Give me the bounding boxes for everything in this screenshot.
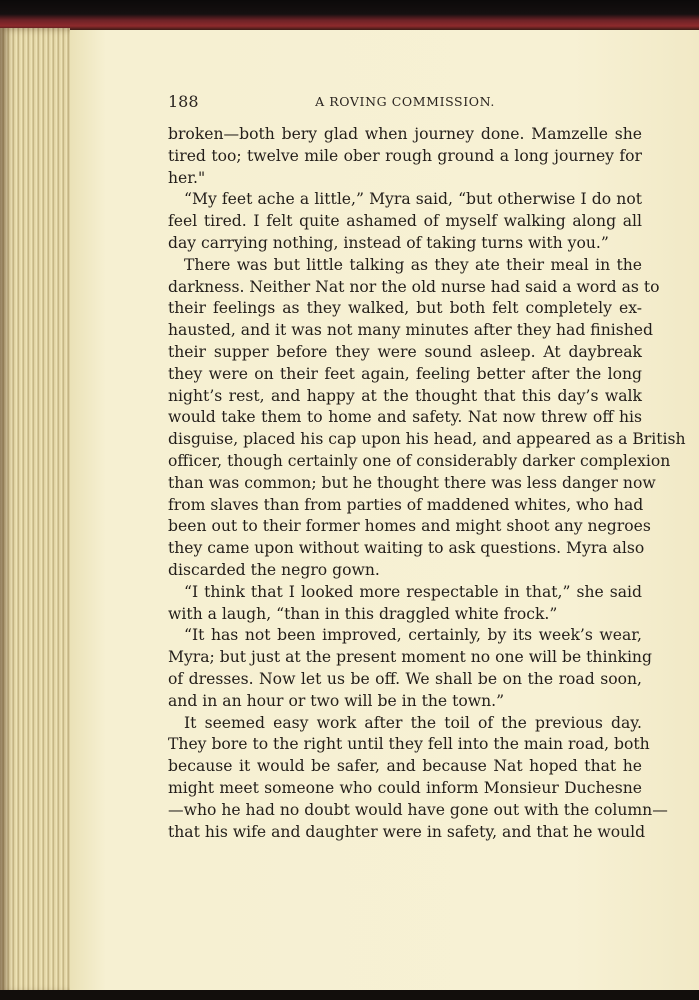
text-line: been out to their former homes and might shoot any negroes (168, 517, 651, 536)
text-line: their feelings as they walked, but both felt completely ex- (168, 299, 642, 318)
text-line: they came upon without waiting to ask questions. Myra also (168, 539, 645, 558)
text-line: than was common; but he thought there was less danger now (168, 473, 656, 492)
book-cover-top-edge (0, 0, 699, 30)
text-line: broken—both bery glad when journey done. Mamzelle she (168, 125, 642, 143)
paragraph (168, 625, 652, 712)
text-line: because it would be safer, and because Nat hoped that he (168, 757, 642, 776)
text-line: —who he had no doubt would have gone out with the column— (168, 800, 668, 819)
text-line: hausted, and it was not many minutes after they had finished (168, 321, 653, 340)
text-line: Myra; but just at the present moment no one will be thinking (168, 648, 652, 667)
running-title: A ROVING COMMISSION. (315, 94, 495, 109)
text-line: feel tired. I felt quite ashamed of myself walking along all (168, 212, 642, 231)
text-line: darkness. Neither Nat nor the old nurse had said a word as to (168, 277, 660, 296)
text-line: they were on their feet again, feeling better after the long (168, 364, 642, 383)
text-line: officer, though certainly one of considerably darker complexion (168, 451, 671, 470)
book-cover-bottom-edge (0, 990, 699, 1000)
text-line: discarded the negro gown. (168, 560, 380, 579)
text-line: might meet someone who could inform Monsieur Duchesne (168, 778, 642, 797)
text-line: day carrying nothing, instead of taking turns with you.” (168, 233, 609, 252)
paragraph (168, 124, 642, 189)
text-line: There was but little talking as they ate their meal in the (184, 255, 642, 274)
page-header (168, 92, 642, 114)
text-line: It seemed easy work after the toil of the previous day. (184, 713, 642, 732)
text-line: her." (168, 168, 206, 187)
text-line: from slaves than from parties of maddened whites, who had (168, 495, 644, 514)
text-line: “My feet ache a little,” Myra said, “but otherwise I do not (184, 190, 642, 209)
paragraph (168, 713, 668, 844)
paragraph (168, 255, 686, 582)
paragraph (168, 582, 642, 626)
text-line: night’s rest, and happy at the thought that this day’s walk (168, 386, 642, 405)
page-body-text (168, 124, 686, 843)
page-stack-edges (0, 28, 70, 994)
text-line: “I think that I looked more respectable in that,” she said (184, 582, 642, 601)
text-line: their supper before they were sound asleep. At daybreak (168, 342, 642, 361)
text-line: that his wife and daughter were in safety, and that he would (168, 822, 646, 841)
text-line: would take them to home and safety. Nat now threw off his (168, 408, 642, 427)
text-line: tired too; twelve mile ober rough ground a long journey for (168, 146, 642, 165)
page-number: 188 (168, 92, 199, 111)
text-line: with a laugh, “than in this draggled white frock.” (168, 604, 558, 623)
text-line: They bore to the right until they fell into the main road, both (168, 735, 650, 754)
text-line: “It has not been improved, certainly, by its week’s wear, (184, 626, 642, 645)
paragraph (168, 189, 642, 254)
text-line: and in an hour or two will be in the town.” (168, 691, 505, 710)
text-line: of dresses. Now let us be off. We shall be on the road soon, (168, 669, 642, 688)
text-line: disguise, placed his cap upon his head, and appeared as a British (168, 430, 686, 449)
